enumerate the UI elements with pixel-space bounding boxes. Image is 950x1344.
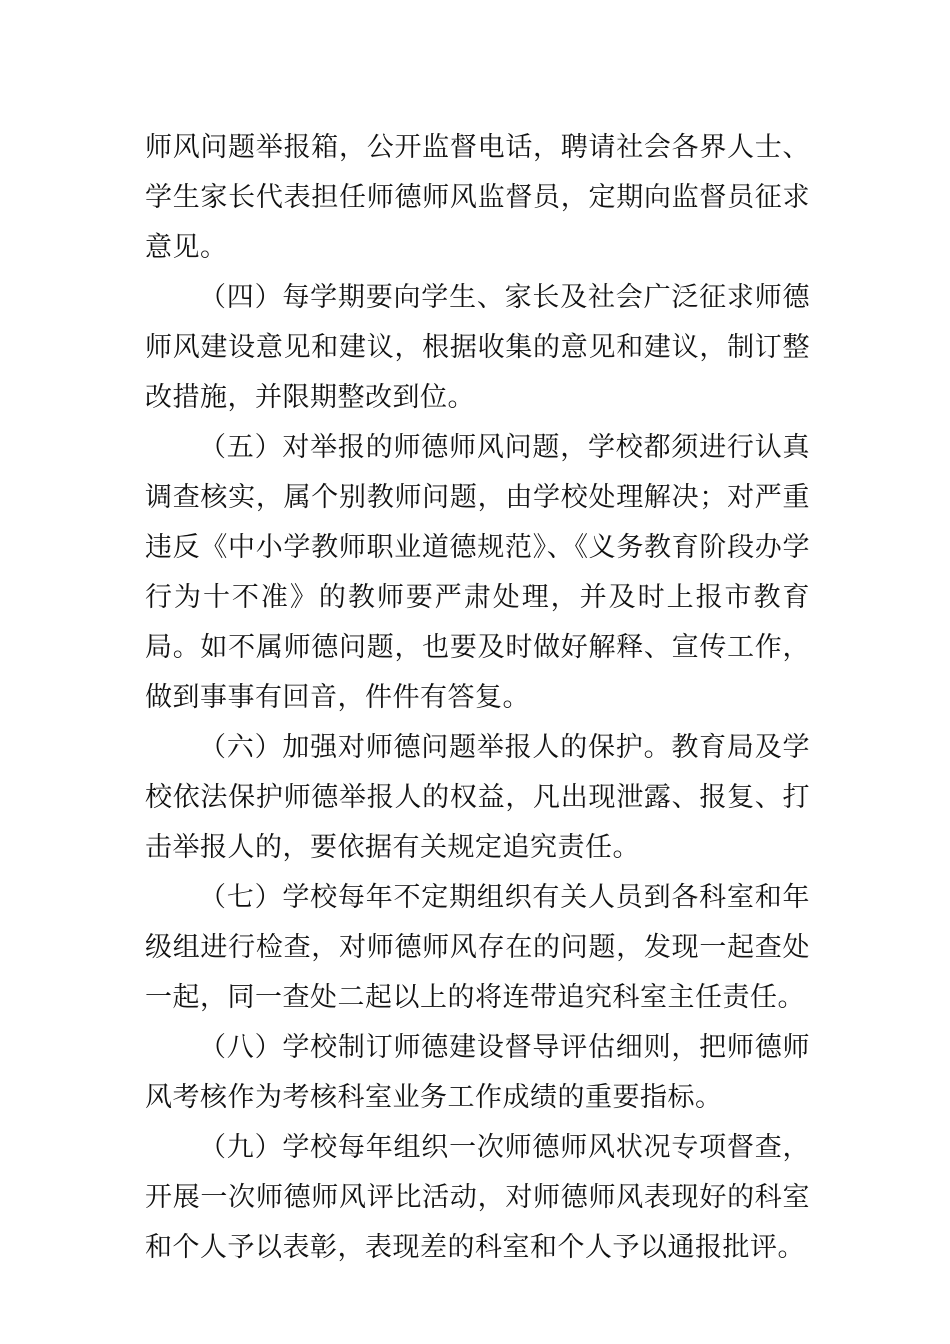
- paragraph-item-7: （七）学校每年不定期组织有关人员到各科室和年级组进行检查，对师德师风存在的问题，发现一起查处一起，同一查处二起以上的将连带追究科室主任责任。: [145, 882, 810, 1013]
- paragraph-item-8: （八）学校制订师德建设督导评估细则，把师德师风考核作为考核科室业务工作成绩的重要指标。: [145, 1032, 810, 1113]
- paragraph-item-9: （九）学校每年组织一次师德师风状况专项督查，开展一次师德师风评比活动，对师德师风表现好的科室和个人予以表彰，表现差的科室和个人予以通报批评。: [145, 1132, 810, 1263]
- paragraph-item-5: （五）对举报的师德师风问题，学校都须进行认真调查核实，属个别教师问题，由学校处理解决；对严重违反《中小学教师职业道德规范》、《义务教育阶段办学行为十不准》的教师要严肃处理，并及时上报市教育局。如不属师德问题，也要及时做好解释、宣传工作，做到事事有回音，件件有答复。: [145, 432, 810, 713]
- paragraph-item-6: （六）加强对师德问题举报人的保护。教育局及学校依法保护师德举报人的权益，凡出现泄露、报复、打击举报人的，要依据有关规定追究责任。: [145, 732, 810, 863]
- paragraph-continuation: 师风问题举报箱，公开监督电话，聘请社会各界人士、学生家长代表担任师德师风监督员，定期向监督员征求意见。: [145, 132, 810, 263]
- paragraph-item-4: （四）每学期要向学生、家长及社会广泛征求师德师风建设意见和建议，根据收集的意见和建议，制订整改措施，并限期整改到位。: [145, 282, 810, 413]
- document-body: [145, 123, 810, 1273]
